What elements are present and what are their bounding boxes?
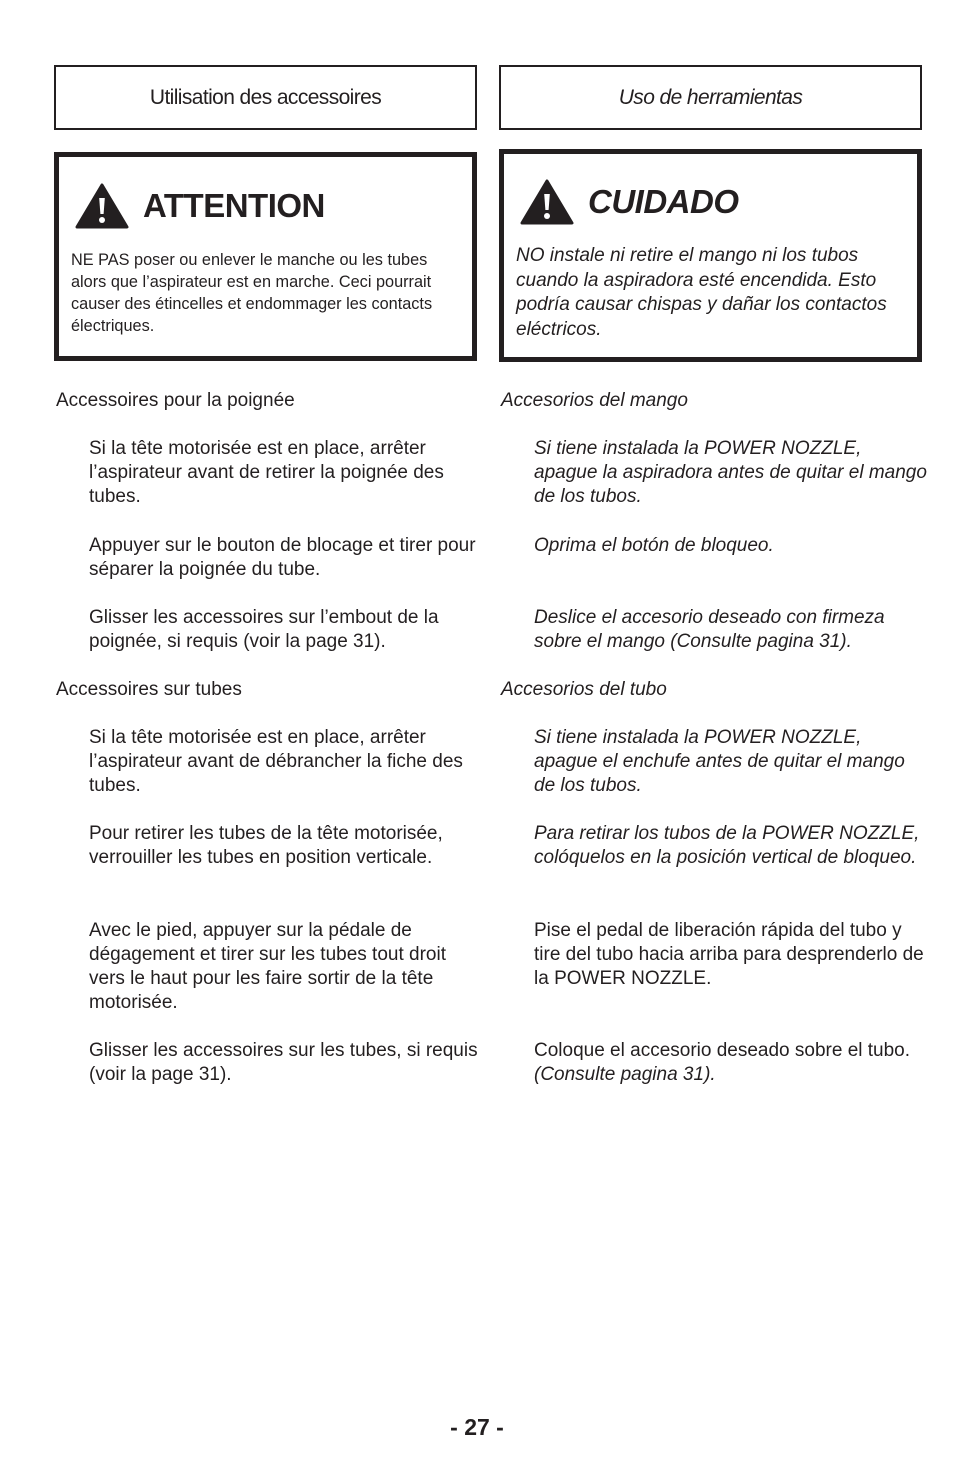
warning-title: CUIDADO	[588, 183, 739, 220]
instruction-step	[534, 1039, 930, 1087]
instruction-step: Si tiene instalada la POWER NOZZLE, apague el enchufe antes de quitar el mango de los tubos.	[534, 727, 905, 796]
handle-accessories-heading: Accesorios del mango	[501, 390, 688, 411]
instruction-step: Pise el pedal de liberación rápida del tubo y tire del tubo hacia arriba para desprenderlo de la POWER NOZZLE.	[534, 920, 924, 989]
section-header-french: Utilisation des accessoires	[54, 65, 477, 130]
instruction-step: Avec le pied, appuyer sur la pédale de dégagement et tirer sur les tubes tout droit vers le haut pour les faire sortir de la tête motorisée.	[89, 920, 446, 1013]
instruction-step: Si la tête motorisée est en place, arrêter l’aspirateur avant de débrancher la fiche des tubes.	[89, 727, 463, 796]
tube-accessories-heading: Accesorios del tubo	[501, 679, 667, 700]
instruction-step: Pour retirer les tubes de la tête motorisée, verrouiller les tubes en position verticale.	[89, 823, 443, 868]
warning-heading	[520, 179, 739, 225]
warning-triangle-icon	[520, 179, 574, 225]
instruction-step-text: Coloque el accesorio deseado sobre el tubo.	[534, 1040, 911, 1061]
tube-accessories-heading: Accessoires sur tubes	[56, 679, 242, 700]
instruction-step: Deslice el accesorio deseado con firmeza sobre el mango (Consulte pagina 31).	[534, 607, 885, 652]
instruction-step: Oprima el botón de bloqueo.	[534, 535, 774, 556]
warning-text: NE PAS poser ou enlever le manche ou les tubes alors que l’aspirateur est en marche. Ceci pourrait causer des étincelles et endommager les contacts électriques.	[71, 251, 433, 335]
page-number: - 27 -	[450, 1414, 504, 1440]
instruction-step: Si tiene instalada la POWER NOZZLE, apague la aspiradora antes de quitar el mango de los tubos.	[534, 438, 927, 507]
cuidado-warning-box	[499, 149, 922, 362]
instruction-step: Glisser les accessoires sur les tubes, si requis (voir la page 31).	[89, 1040, 478, 1085]
warning-triangle-icon	[75, 183, 129, 229]
page-reference: (Consulte pagina 31).	[534, 1064, 716, 1085]
warning-title: ATTENTION	[143, 187, 325, 224]
section-header-spanish: Uso de herramientas	[499, 65, 922, 130]
instruction-step: Appuyer sur le bouton de blocage et tirer pour séparer la poignée du tube.	[89, 535, 476, 580]
warning-heading	[75, 183, 325, 229]
warning-text: NO instale ni retire el mango ni los tubos cuando la aspiradora esté encendida. Esto podría causar chispas y dañar los contactos eléctricos.	[516, 245, 887, 340]
attention-warning-box	[54, 152, 477, 361]
instruction-step: Para retirar los tubos de la POWER NOZZLE, colóquelos en la posición vertical de bloqueo.	[534, 823, 920, 868]
instruction-step: Glisser les accessoires sur l’embout de la poignée, si requis (voir la page 31).	[89, 607, 439, 652]
instruction-step: Si la tête motorisée est en place, arrêter l’aspirateur avant de retirer la poignée des tubes.	[89, 438, 444, 507]
handle-accessories-heading: Accessoires pour la poignée	[56, 390, 295, 411]
